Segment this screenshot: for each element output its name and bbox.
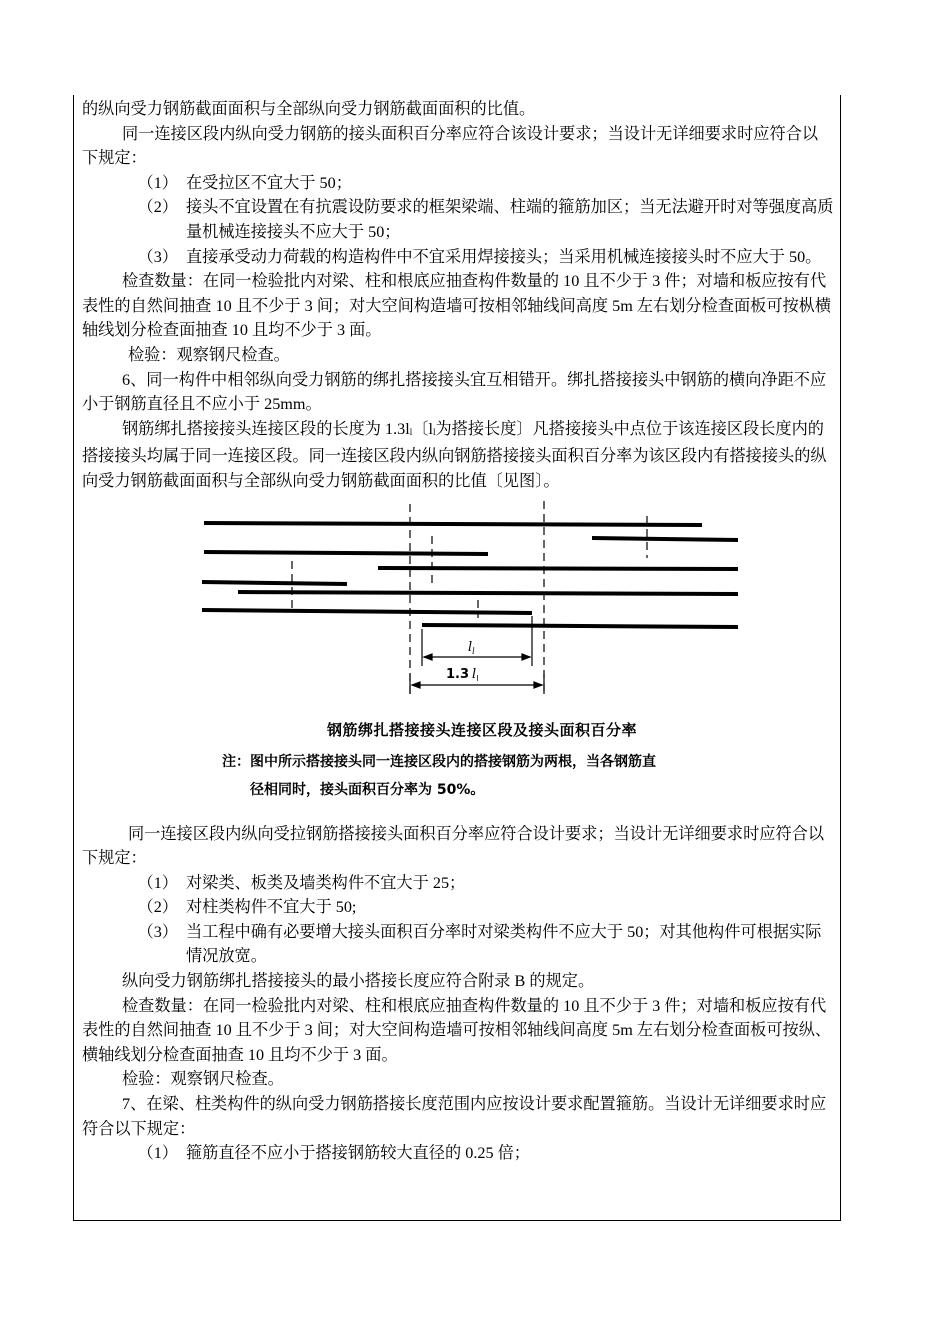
document-body [82,97,834,1166]
arrow-head [534,682,542,688]
list-item: （1） 对梁类、板类及墙类构件不宜大于 25； [137,873,466,892]
arrow-head [522,654,530,660]
paragraph: 检验：观察钢尺检查。 [128,345,290,364]
list-item: （1） 箍筋直径不应小于搭接钢筋较大直径的 0.25 倍； [137,1144,530,1163]
list-item: （3） 直接承受动力荷载的构造构件中不宜采用焊接接头；当采用机械连接接头时不应大于 50。 [137,247,822,266]
list-item: （2） 对柱类构件不宜大于 50; [137,898,357,917]
rebar-line [592,538,738,540]
arrow-head [424,654,432,660]
dimension-label-1-3ll: 1.3 $l_l$ [446,666,479,683]
paragraph: 同一连接区段内纵向受力钢筋的接头面积百分率应符合该设计要求；当设计无详细要求时应符合以下规定： [82,124,819,168]
lap-splice-figure [82,496,834,814]
arrow-head [412,682,420,688]
list-item: （3） 当工程中确有必要增大接头面积百分率时对梁类构件不应大于 50；对其他构件可根据实际情况放宽。 [137,922,822,966]
paragraph: 检验：观察钢尺检查。 [122,1070,284,1089]
paragraph: 钢筋绑扎搭接接头连接区段的长度为 $1.3l_l$〔$l_l$为搭接长度〕凡搭接接头中点位于该连接区段长度内的搭接接头均属于同一连接区段。同一连接区段内纵向钢筋搭接接头面积百分率为该区段内有搭接接头的纵向受力钢筋截面面积与全部纵向受力钢筋截面面积的比值〔见图〕。 [82,419,827,490]
list-item: （2） 接头不宜设置在有抗震设防要求的框架梁端、柱端的箍筋加区；当无法避开时对等强度高质量机械连接接头不应大于 50； [137,198,834,241]
paragraph: 纵向受力钢筋绑扎搭接接头的最小搭接长度应符合附录 B 的规定。 [122,972,595,991]
figure-title: 钢筋绑扎搭接接头连接区段及接头面积百分率 [327,720,638,739]
rebar-line [238,592,738,594]
paragraph: 检查数量：在同一检验批内对梁、柱和根底应抽查构件数量的 10 且不少于 3 件；对墙和板应按有代表性的自然间抽查 10 且不少于 3 间；对大空间构造墙可按相邻轴线间高度 5m 左右划分检查面板可按枞横轴线划分检查面抽查 10 且均不少于 3 面。 [82,272,832,340]
figure-note: 注：图中所示搭接接头同一连接区段内的搭接钢筋为两根，当各钢筋直 [222,753,656,770]
list-item: （1） 在受拉区不宜大于 50； [137,173,352,192]
rebar-line [202,582,347,584]
dimension-label-ll: $l_l$ [468,639,475,656]
rebar-line [202,610,532,613]
lap-splice-diagram [192,496,752,706]
paragraph: 同一连接区段内纵向受拉钢筋搭接接头面积百分率应符合设计要求；当设计无详细要求时应符合以下规定： [82,824,825,868]
paragraph: 检查数量：在同一检验批内对梁、柱和根底应抽查构件数量的 10 且不少于 3 件；对墙和板应按有代表性的自然间抽查 10 且不少于 3 间；对大空间构造墙可按相邻轴线间高度 5m 左右划分检查面板可按纵、横轴线划分检查面抽查 10 且均不少于 3 面。 [82,996,832,1064]
paragraph: 的纵向受力钢筋截面面积与全部纵向受力钢筋截面面积的比值。 [82,100,536,118]
paragraph: 7、在梁、柱类构件的纵向受力钢筋搭接长度范围内应按设计要求配置箍筋。当设计无详细要求时应符合以下规定： [82,1095,827,1138]
rebar-line [422,625,738,627]
rebar-line [204,523,702,525]
paragraph: 6、同一构件中相邻纵向受力钢筋的绑扎搭接接头宜互相错开。绑扎搭接接头中钢筋的横向净距不应小于钢筋直径且不应小于 25mm。 [82,370,827,414]
rebar-line [204,552,488,554]
figure-note: 径相同时，接头面积百分率为 50%。 [250,781,485,798]
